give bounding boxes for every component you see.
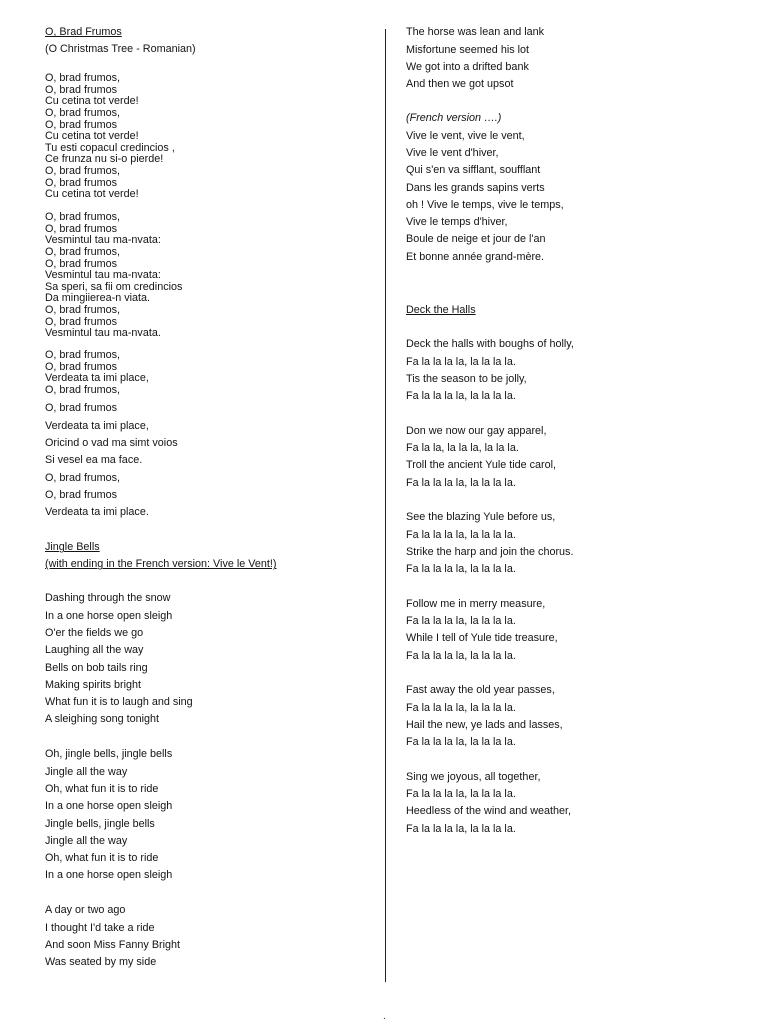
lyric-line: Dans les grands sapins verts (406, 181, 545, 194)
lyric-line: Fa la la la la, la la la la. (406, 528, 516, 541)
lyric-line: In a one horse open sleigh (45, 800, 173, 813)
lyric-line: Verdeata ta imi place, (45, 372, 149, 385)
lyric-line: Fast away the old year passes, (406, 684, 555, 697)
lyric-line: O, brad frumos (45, 360, 118, 373)
lyric-line: While I tell of Yule tide treasure, (406, 632, 558, 645)
lyric-line: O, brad frumos, (45, 349, 121, 362)
lyric-line: Hail the new, ye lads and lasses, (406, 718, 563, 731)
jingle-bells-verse-1 (45, 590, 193, 728)
lyric-line: O, brad frumos, (45, 106, 121, 119)
lyric-line: O, brad frumos, (45, 211, 121, 224)
lyric-line: Laughing all the way (45, 644, 144, 657)
lyric-line: And soon Miss Fanny Bright (45, 938, 181, 951)
lyric-line: Deck the halls with boughs of holly, (406, 338, 574, 351)
jingle-bells-verse-2-part-1 (45, 902, 180, 971)
lyric-line: The horse was lean and lank (406, 26, 545, 39)
lyric-line: A sleighing song tonight (45, 713, 160, 726)
lyric-line: O, brad frumos, (45, 471, 121, 484)
lyric-line: Ce frunza nu si-o pierde! (45, 153, 164, 166)
lyric-line: O, brad frumos (45, 257, 118, 270)
lyric-line: O, brad frumos, (45, 72, 121, 85)
lyric-line: Oh, jingle bells, jingle bells (45, 748, 173, 761)
lyric-line: Qui s'en va sifflant, soufflant (406, 164, 541, 177)
lyric-line: I thought I'd take a ride (45, 921, 155, 934)
lyric-line: Verdeata ta imi place, (45, 419, 149, 432)
lyric-line: O, brad frumos, (45, 164, 121, 177)
lyric-line: Et bonne année grand-mère. (406, 250, 545, 263)
lyric-line: Verdeata ta imi place. (45, 506, 149, 519)
lyric-line: Fa la la la la, la la la la. (406, 355, 516, 368)
right-column (406, 0, 746, 1024)
lyric-line: Jingle all the way (45, 834, 128, 847)
lyric-line: Dashing through the snow (45, 592, 171, 605)
lyric-line: Cu cetina tot verde! (45, 130, 139, 143)
lyric-line: Troll the ancient Yule tide carol, (406, 459, 557, 472)
lyric-line: oh ! Vive le temps, vive le temps, (406, 198, 564, 211)
lyric-line: O'er the fields we go (45, 626, 144, 639)
page-mark: . (383, 1011, 386, 1022)
lyric-line: Sa speri, sa fii om credincios (45, 280, 183, 293)
lyric-line: Si vesel ea ma face. (45, 454, 143, 467)
song-title-jingle-bells: Jingle Bells (45, 541, 100, 554)
lyric-line: O, brad frumos (45, 83, 118, 96)
o-brad-frumos-verse-3 (45, 350, 178, 521)
lyric-line: Fa la la la la, la la la la. (406, 390, 516, 403)
lyric-line: In a one horse open sleigh (45, 869, 173, 882)
lyric-line: See the blazing Yule before us, (406, 511, 556, 524)
lyric-line: O, brad frumos (45, 488, 118, 501)
lyric-line: Don we now our gay apparel, (406, 424, 547, 437)
lyric-line: Fa la la la la, la la la la. (406, 476, 516, 489)
verse-2 (406, 423, 574, 492)
lyric-line: Vesmintul tau ma-nvata. (45, 327, 161, 340)
lyric-line: O, brad frumos, (45, 303, 121, 316)
lyric-line: Oricind o vad ma simt voios (45, 436, 178, 449)
left-column (45, 0, 375, 1024)
verse-1 (406, 336, 574, 405)
o-brad-frumos-verse-2 (45, 212, 182, 340)
song-title-deck-the-halls: Deck the Halls (406, 304, 476, 317)
verse-5 (406, 682, 574, 751)
jingle-bells-chorus (45, 746, 172, 884)
lyric-line: Boule de neige et jour de l'an (406, 233, 546, 246)
lyric-line: Making spirits bright (45, 678, 142, 691)
lyric-line: Fa la la la la, la la la la. (406, 649, 516, 662)
lyric-line: Fa la la la la, la la la la. (406, 736, 516, 749)
lyric-line: We got into a drifted bank (406, 60, 529, 73)
lyric-line: A day or two ago (45, 904, 126, 917)
verse-6 (406, 769, 574, 838)
lyric-line: Tu esti copacul credincios , (45, 141, 175, 154)
lyric-line: Vesmintul tau ma-nvata: (45, 269, 161, 282)
jingle-bells-verse-2-part-2 (406, 24, 544, 93)
lyric-line: Jingle bells, jingle bells (45, 817, 155, 830)
lyric-line: Was seated by my side (45, 956, 157, 969)
lyric-line: Tis the season to be jolly, (406, 372, 527, 385)
lyric-line: Vive le vent, vive le vent, (406, 129, 525, 142)
french-version-lyrics (406, 128, 564, 266)
lyric-line: Cu cetina tot verde! (45, 95, 139, 108)
lyric-line: Heedless of the wind and weather, (406, 805, 572, 818)
lyric-line: O, brad frumos, (45, 245, 121, 258)
lyric-line: Fa la la, la la la, la la la. (406, 442, 519, 455)
lyric-line: Oh, what fun it is to ride (45, 852, 159, 865)
lyric-line: Fa la la la la, la la la la. (406, 788, 516, 801)
lyric-line: Vive le temps d'hiver, (406, 216, 508, 229)
lyric-line: Fa la la la la, la la la la. (406, 615, 516, 628)
lyric-line: Strike the harp and join the chorus. (406, 545, 574, 558)
lyric-line: O, brad frumos, (45, 383, 121, 396)
song-subtitle-o-brad-frumos: (O Christmas Tree - Romanian) (45, 43, 196, 56)
lyric-line: Sing we joyous, all together, (406, 770, 541, 783)
lyric-line: Da mingiierea-n viata. (45, 292, 151, 305)
verse-3 (406, 509, 574, 578)
lyric-line: Fa la la la la, la la la la. (406, 701, 516, 714)
lyric-line: O, brad frumos (45, 118, 118, 131)
lyric-line: Bells on bob tails ring (45, 661, 148, 674)
lyric-line: Misfortune seemed his lot (406, 43, 530, 56)
lyric-line: O, brad frumos (45, 315, 118, 328)
lyric-line: Oh, what fun it is to ride (45, 782, 159, 795)
lyric-line: O, brad frumos (45, 222, 118, 235)
lyric-line: What fun it is to laugh and sing (45, 696, 193, 709)
lyric-line: Follow me in merry measure, (406, 597, 546, 610)
verse-4 (406, 596, 574, 665)
deck-the-halls-verses (406, 336, 574, 838)
french-version-heading: (French version ….) (406, 112, 502, 125)
column-divider (385, 29, 386, 982)
lyric-line: Cu cetina tot verde! (45, 188, 139, 201)
lyric-line: O, brad frumos (45, 402, 118, 415)
lyric-line: Fa la la la la, la la la la. (406, 563, 516, 576)
lyric-line: Fa la la la la, la la la la. (406, 822, 516, 835)
lyric-line: Vive le vent d'hiver, (406, 146, 499, 159)
song-subtitle-jingle-bells: (with ending in the French version: Vive le Vent!) (45, 558, 277, 571)
lyric-line: O, brad frumos (45, 176, 118, 189)
o-brad-frumos-verse-1 (45, 73, 175, 201)
lyric-line: In a one horse open sleigh (45, 609, 173, 622)
lyric-line: Jingle all the way (45, 765, 128, 778)
lyric-line: And then we got upsot (406, 78, 514, 91)
song-title-o-brad-frumos: O, Brad Frumos (45, 26, 122, 39)
lyric-line: Vesmintul tau ma-nvata: (45, 234, 161, 247)
